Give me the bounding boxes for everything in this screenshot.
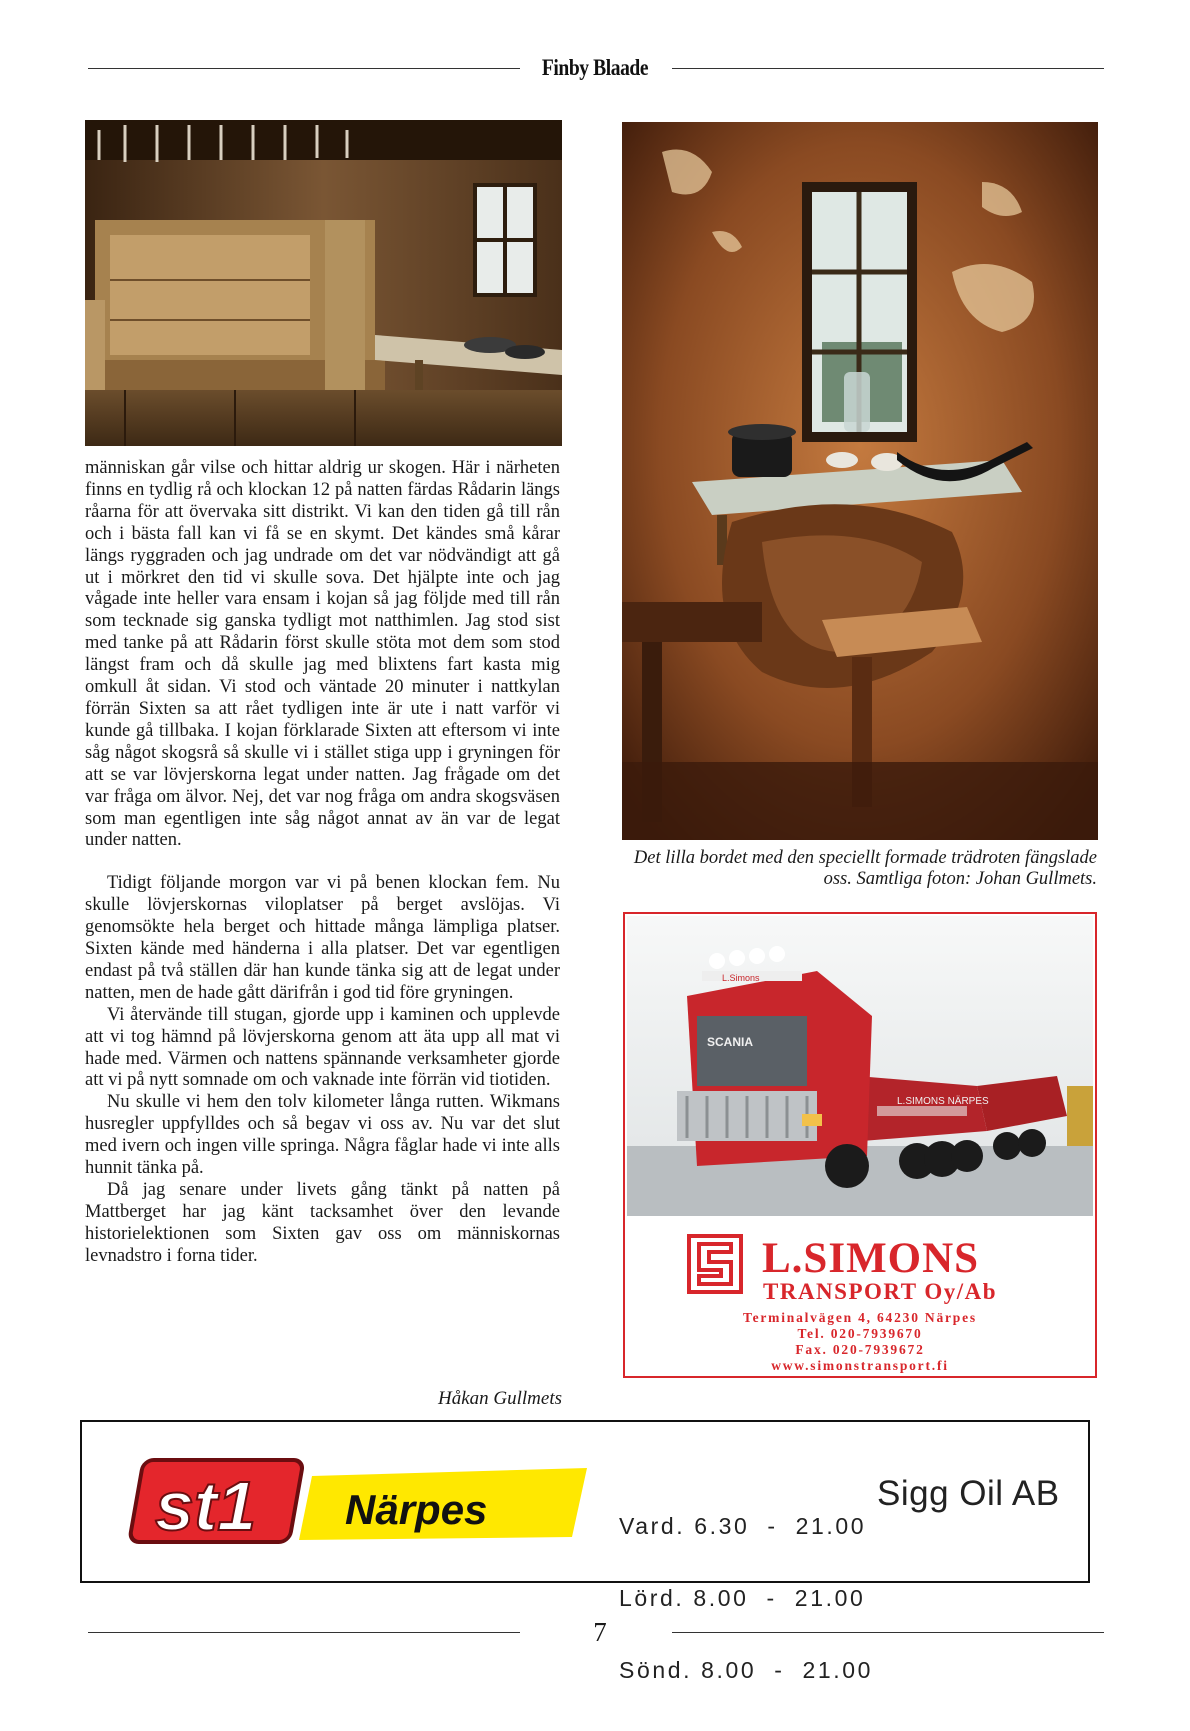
simons-company-name: L.SIMONS (762, 1235, 980, 1282)
hours-saturday: Lörd. 8.00 - 21.00 (619, 1585, 866, 1611)
st1-location: Närpes (345, 1486, 488, 1533)
sigg-oil-company: Sigg Oil AB (877, 1474, 1060, 1513)
publication-title: Finby Blaade (541, 55, 649, 80)
hours-sunday: Sönd. 8.00 - 21.00 (619, 1657, 874, 1683)
st1-logo-text: st1 (155, 1467, 257, 1545)
footer-rule-left (88, 1632, 520, 1633)
truck-cab-label: L.Simons (722, 973, 760, 983)
footer-rule-right (672, 1632, 1104, 1633)
article-paragraph-5: Då jag senare under livets gång tänkt på natten på Mattberget har jag känt tacksamhet över den levande historielektionen som Sixten gav oss om människornas levnadstro i forna tider. (85, 1180, 560, 1266)
opening-hours (619, 1466, 873, 1730)
page-number: 7 (593, 1617, 607, 1647)
header-rule-right (672, 68, 1104, 69)
simons-website-link[interactable]: www.simonstransport.fi (771, 1358, 949, 1373)
simons-logo-icon (687, 1234, 743, 1294)
window-table-photo (622, 122, 1098, 840)
simons-phone: Tel. 020-7939670 (797, 1326, 923, 1341)
truck-door-label: L.SIMONS NÄRPES (897, 1096, 989, 1107)
header-rule-left (88, 68, 520, 69)
truck-brand-label: SCANIA (707, 1035, 754, 1049)
article-paragraph-3: Vi återvände till stugan, gjorde upp i kaminen och upplevde att vi tog hämnd på lövjerskorna genom att äta upp all mat vi hade med. Värmen och nattens spännande verksamheter gjorde att vi på nytt somnade om och vaknade inte förrän vid tiotiden. (85, 1004, 560, 1091)
truck-photo (627, 916, 1093, 1216)
article-paragraph-4: Nu skulle vi hem den tolv kilometer långa rutten. Wikmans husregler uppfylldes och så begav vi oss av. Nu var det slut med ivern och ingen ville springa. Några fåglar hade vi inte alls hunnit tänka på. (85, 1092, 560, 1179)
st1-logo-icon (127, 1452, 597, 1552)
hours-weekdays: Vard. 6.30 - 21.00 (619, 1513, 867, 1539)
article-paragraph-2: Tidigt följande morgon var vi på benen klockan fem. Nu skulle lövjerskornas viloplatser på berget avslöjas. Vi genomsökte hela berget och hittade många lämpliga platser. Sixten kände med händerna i alla platser. Det var egentligen endast på två ställen där han kunde tänka sig att de legat under natten, men de hade gått därifrån i god tid före gryningen. (85, 873, 560, 1003)
article-paragraph-1: människan går vilse och hittar aldrig ur skogen. Här i närheten finns en tydlig rå och klockan 12 på natten färdas Rådarin längs råarna för att övervaka sitt distrikt. Vi kan den tiden gå till rån och i bästa fall kan vi få se en skymt. Det kändes små kårar längs ryggraden och jag undrade om det var nödvändigt att gå ut i mörkret den tid vi skulle sova. Det hjälpte inte och jag vågade inte heller vara ensam i kojan så jag följde med till rån som tecknade sig ganska tydligt mot natthimlen. Jag stod sist med tanke på att Rådarin först skulle stöta mot dem som stod längst fram och då skulle jag med blixtens fart kasta mig omkull åt sidan. Vi stod och väntade 20 minuter i nattkylan förrän Sixten sa att rået tydligen inte är ute i natt varför vi kunde gå tillbaka. I kojan förklarade Sixten att eftersom vi inte såg något skogsrå så skulle vi i stället stiga upp i gryningen för att se var lövjerskorna legat under natten. Jag frågade om det var fråga om älvor. Nej, det var nog fråga om andra skogsväsen som man egentligen inte såg något annat av än var de legat under natten. (85, 458, 560, 851)
simons-company-subtitle: TRANSPORT Oy/Ab (763, 1279, 998, 1304)
cabin-interior-photo (85, 120, 562, 446)
photo-caption: Det lilla bordet med den speciellt formade trädroten fängslade oss. Samtliga foton: Johan Gullmets. (633, 848, 1097, 889)
simons-fax: Fax. 020-7939672 (795, 1342, 925, 1357)
article-column (85, 458, 560, 1268)
simons-transport-ad (623, 912, 1097, 1378)
st1-narpes-ad (80, 1420, 1090, 1683)
simons-address: Terminalvägen 4, 64230 Närpes (743, 1310, 977, 1325)
article-author: Håkan Gullmets (437, 1388, 562, 1409)
